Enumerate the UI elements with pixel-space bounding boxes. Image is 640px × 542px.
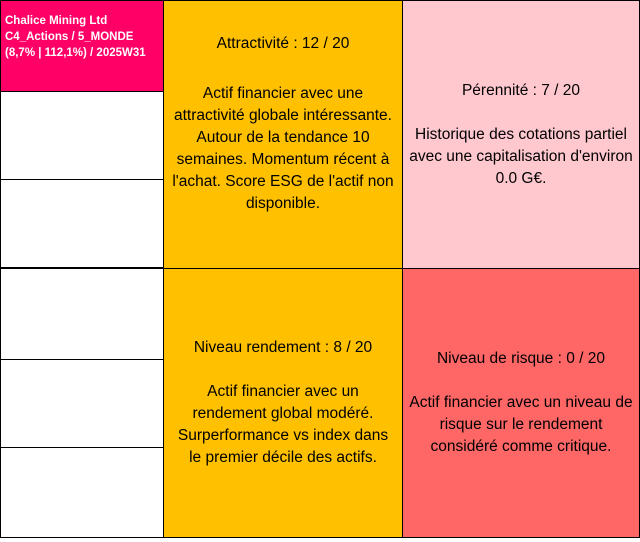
asset-header-cell [0,0,164,92]
empty-cell [0,447,164,538]
perennite-description: Historique des cotations partiel avec une capitalisation d'environ 0.0 G€. [409,125,633,187]
risque-description: Actif financier avec un niveau de risque sur le rendement considéré comme critique. [409,394,633,455]
asset-performance-week: (8,7% | 112,1%) / 2025W31 [5,47,146,59]
bottom-margin [0,538,640,542]
attractivite-description: Actif financier avec une attractivité globale intéressante. Autour de la tendance 10 semaines. Momentum récent à l'achat. Score ESG de l'actif non disponible. [172,85,394,212]
attractivite-panel [163,0,403,269]
attractivite-score: Attractivité : 12 / 20 [216,35,350,52]
risque-panel [402,268,640,538]
asset-category: C4_Actions / 5_MONDE [5,31,134,43]
rendement-panel [163,268,403,538]
empty-cell [0,359,164,448]
empty-cell [0,91,164,180]
rendement-description: Actif financier avec un rendement global modéré. Surperformance vs index dans le premier décile des actifs. [177,383,389,466]
empty-cell [0,179,164,268]
empty-cell [0,268,164,360]
risque-score: Niveau de risque : 0 / 20 [436,350,606,367]
asset-name: Chalice Mining Ltd [5,15,108,27]
perennite-panel [402,0,640,269]
rendement-score: Niveau rendement : 8 / 20 [193,339,373,356]
perennite-score: Pérennité : 7 / 20 [461,81,581,99]
